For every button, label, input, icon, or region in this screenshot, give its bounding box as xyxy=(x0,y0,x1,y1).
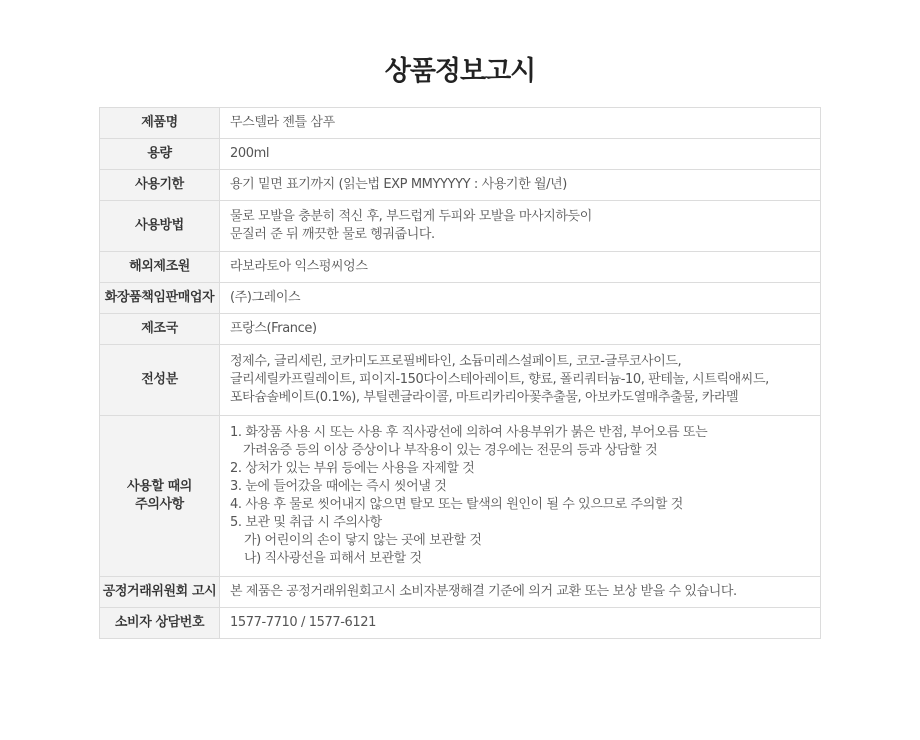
product-info-table xyxy=(99,107,821,639)
row-value-overseas-manufacturer: 라보라토아 익스펑씨엉스 xyxy=(220,252,821,283)
row-label-overseas-manufacturer: 해외제조원 xyxy=(100,252,220,283)
row-value-cautions xyxy=(220,416,821,577)
row-label-ingredients: 전성분 xyxy=(100,345,220,416)
table-row xyxy=(100,314,821,345)
row-label-cautions xyxy=(100,416,220,577)
row-label-product-name: 제품명 xyxy=(100,108,220,139)
table-row xyxy=(100,252,821,283)
row-value-product-name: 무스텔라 젠틀 삼푸 xyxy=(220,108,821,139)
table-row xyxy=(100,577,821,608)
row-value-volume: 200ml xyxy=(220,139,821,170)
caution-item: 1. 화장품 사용 시 또는 사용 후 직사광선에 의하여 사용부위가 붉은 반점, 부어오름 또는 xyxy=(230,425,708,440)
row-value-consumer-phone: 1577-7710 / 1577-6121 xyxy=(220,608,821,639)
cautions-label-line: 사용할 때의 xyxy=(127,479,192,494)
table-row xyxy=(100,283,821,314)
table-row xyxy=(100,608,821,639)
row-label-country: 제조국 xyxy=(100,314,220,345)
row-label-consumer-phone: 소비자 상담번호 xyxy=(100,608,220,639)
row-value-responsible-seller: (주)그레이스 xyxy=(220,283,821,314)
caution-item: 3. 눈에 들어갔을 때에는 즉시 씻어낼 것 xyxy=(230,479,447,494)
table-row xyxy=(100,170,821,201)
caution-subitem: 가) 어린이의 손이 닿지 않는 곳에 보관할 것 xyxy=(244,533,482,548)
caution-item: 4. 사용 후 물로 씻어내지 않으면 탈모 또는 탈색의 원인이 될 수 있으므로 주의할 것 xyxy=(230,497,683,512)
ingredients-line: 글리세릴카프릴레이트, 피이지-150다이스테아레이트, 향료, 폴리쿼터늄-10, 판테놀, 시트릭애씨드, xyxy=(230,372,769,387)
page-title: 상품정보고시 xyxy=(384,56,536,87)
table-row xyxy=(100,345,821,416)
table-row xyxy=(100,416,821,577)
table-row xyxy=(100,201,821,252)
row-label-usage: 사용방법 xyxy=(100,201,220,252)
row-value-ftc-notice: 본 제품은 공정거래위원회고시 소비자분쟁해결 기준에 의거 교환 또는 보상 받을 수 있습니다. xyxy=(220,577,821,608)
row-value-expiry: 용기 밑면 표기까지 (읽는법 EXP MMYYYYY : 사용기한 월/년) xyxy=(220,170,821,201)
row-label-expiry: 사용기한 xyxy=(100,170,220,201)
cautions-label-line: 주의사항 xyxy=(135,497,184,512)
caution-item-continued: 가려움증 등의 이상 증상이나 부작용이 있는 경우에는 전문의 등과 상담할 것 xyxy=(243,443,658,458)
row-value-ingredients xyxy=(220,345,821,416)
ingredients-line: 정제수, 글리세린, 코카미도프로필베타인, 소듐미레스설페이트, 코코-글루코사이드, xyxy=(230,354,682,369)
caution-item: 5. 보관 및 취급 시 주의사항 xyxy=(230,515,382,530)
caution-subitem: 나) 직사광선을 피해서 보관할 것 xyxy=(244,551,422,566)
table-row xyxy=(100,108,821,139)
ingredients-line: 포타슘솔베이트(0.1%), 부틸렌글라이콜, 마트리카리아꽃추출물, 아보카도열매추출물, 카라멜 xyxy=(230,390,739,405)
row-value-usage xyxy=(220,201,821,252)
row-label-responsible-seller: 화장품책임판매업자 xyxy=(100,283,220,314)
table-row xyxy=(100,139,821,170)
usage-line: 물로 모발을 충분히 적신 후, 부드럽게 두피와 모발을 마사지하듯이 xyxy=(230,209,592,224)
row-value-country: 프랑스(France) xyxy=(220,314,821,345)
usage-line: 문질러 준 뒤 깨끗한 물로 헹궈줍니다. xyxy=(230,227,435,242)
row-label-ftc-notice: 공정거래위원회 고시 xyxy=(100,577,220,608)
caution-item: 2. 상처가 있는 부위 등에는 사용을 자제할 것 xyxy=(230,461,475,476)
row-label-volume: 용량 xyxy=(100,139,220,170)
